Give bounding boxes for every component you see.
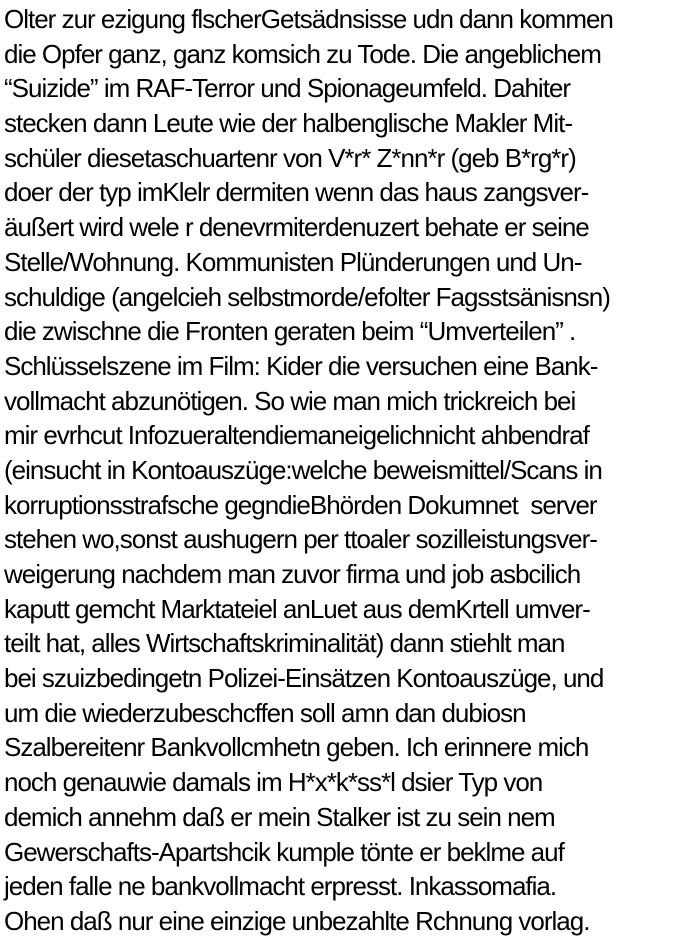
text-line: noch genauwie damals im H*x*k*ss*l dsier Typ von (4, 767, 543, 798)
text-line: die zwischne die Fronten geraten beim “Umverteilen” . (4, 316, 576, 347)
text-line: Gewerschafts-Apartshcik kumple tönte er beklme auf (4, 836, 564, 867)
text-line: Szalbereitenr Bankvollcmhetn geben. Ich erinnere mich (4, 732, 589, 763)
text-line: mir evrhcut Infozueraltendiemaneigelichnicht ahbendraf (4, 420, 589, 451)
text-line: die Opfer ganz, ganz komsich zu Tode. Die angeblichem (4, 38, 601, 69)
text-line: um die wiederzubeschcffen soll amn dan dubiosn (4, 697, 526, 728)
text-line: Stelle/Wohnung. Kommunisten Plünderungen und Un- (4, 246, 582, 277)
text-line: vollmacht abzunötigen. So wie man mich trickreich bei (4, 385, 576, 416)
text-line: “Suizide” im RAF-Terror und Spionageumfeld. Dahiter (4, 73, 571, 104)
text-line: (einsucht in Kontoauszüge:welche beweismittel/Scans in (4, 454, 602, 485)
text-line: jeden falle ne bankvollmacht erpresst. Inkassomafia. (4, 871, 557, 902)
text-line: weigerung nachdem man zuvor firma und job asbcilich (4, 559, 581, 589)
text-line: doer der typ imKlelr dermiten wenn das haus zangsver- (4, 177, 589, 208)
text-line: schüler diesetaschuartenr von V*r* Z*nn*r (geb B*rg*r) (4, 142, 576, 173)
text-line: stehen wo,sonst aushugern per ttoaler sozilleistungsver- (4, 524, 597, 555)
text-line: äußert wird wele r denevrmiterdenuzert behate er seine (4, 212, 589, 243)
text-line: Olter zur ezigung flscherGetsädnsisse udn dann kommen (4, 4, 613, 34)
text-line: schuldige (angelcieh selbstmorde/efolter Fagsstsänisnsn) (4, 281, 610, 312)
text-line: stecken dann Leute wie der halbenglische Makler Mit- (4, 108, 573, 139)
text-line: Ohen daß nur eine einzige unbezahlte Rchnung vorlag. (4, 905, 590, 936)
text-block (4, 2, 684, 939)
text-line: korruptionsstrafsche gegndieBhörden Dokumnet server (4, 489, 597, 520)
text-line: kaputt gemcht Marktateiel anLuet aus demKrtell umver- (4, 593, 590, 624)
text-line: Schlüsselszene im Film: Kider die versuchen eine Bank- (4, 350, 598, 381)
text-line: demich annehm daß er mein Stalker ist zu sein nem (4, 801, 555, 832)
text-line: bei szuizbedingetn Polizei-Einsätzen Kontoauszüge, und (4, 663, 604, 694)
text-line: teilt hat, alles Wirtschaftskriminalität) dann stiehlt man (4, 628, 565, 659)
